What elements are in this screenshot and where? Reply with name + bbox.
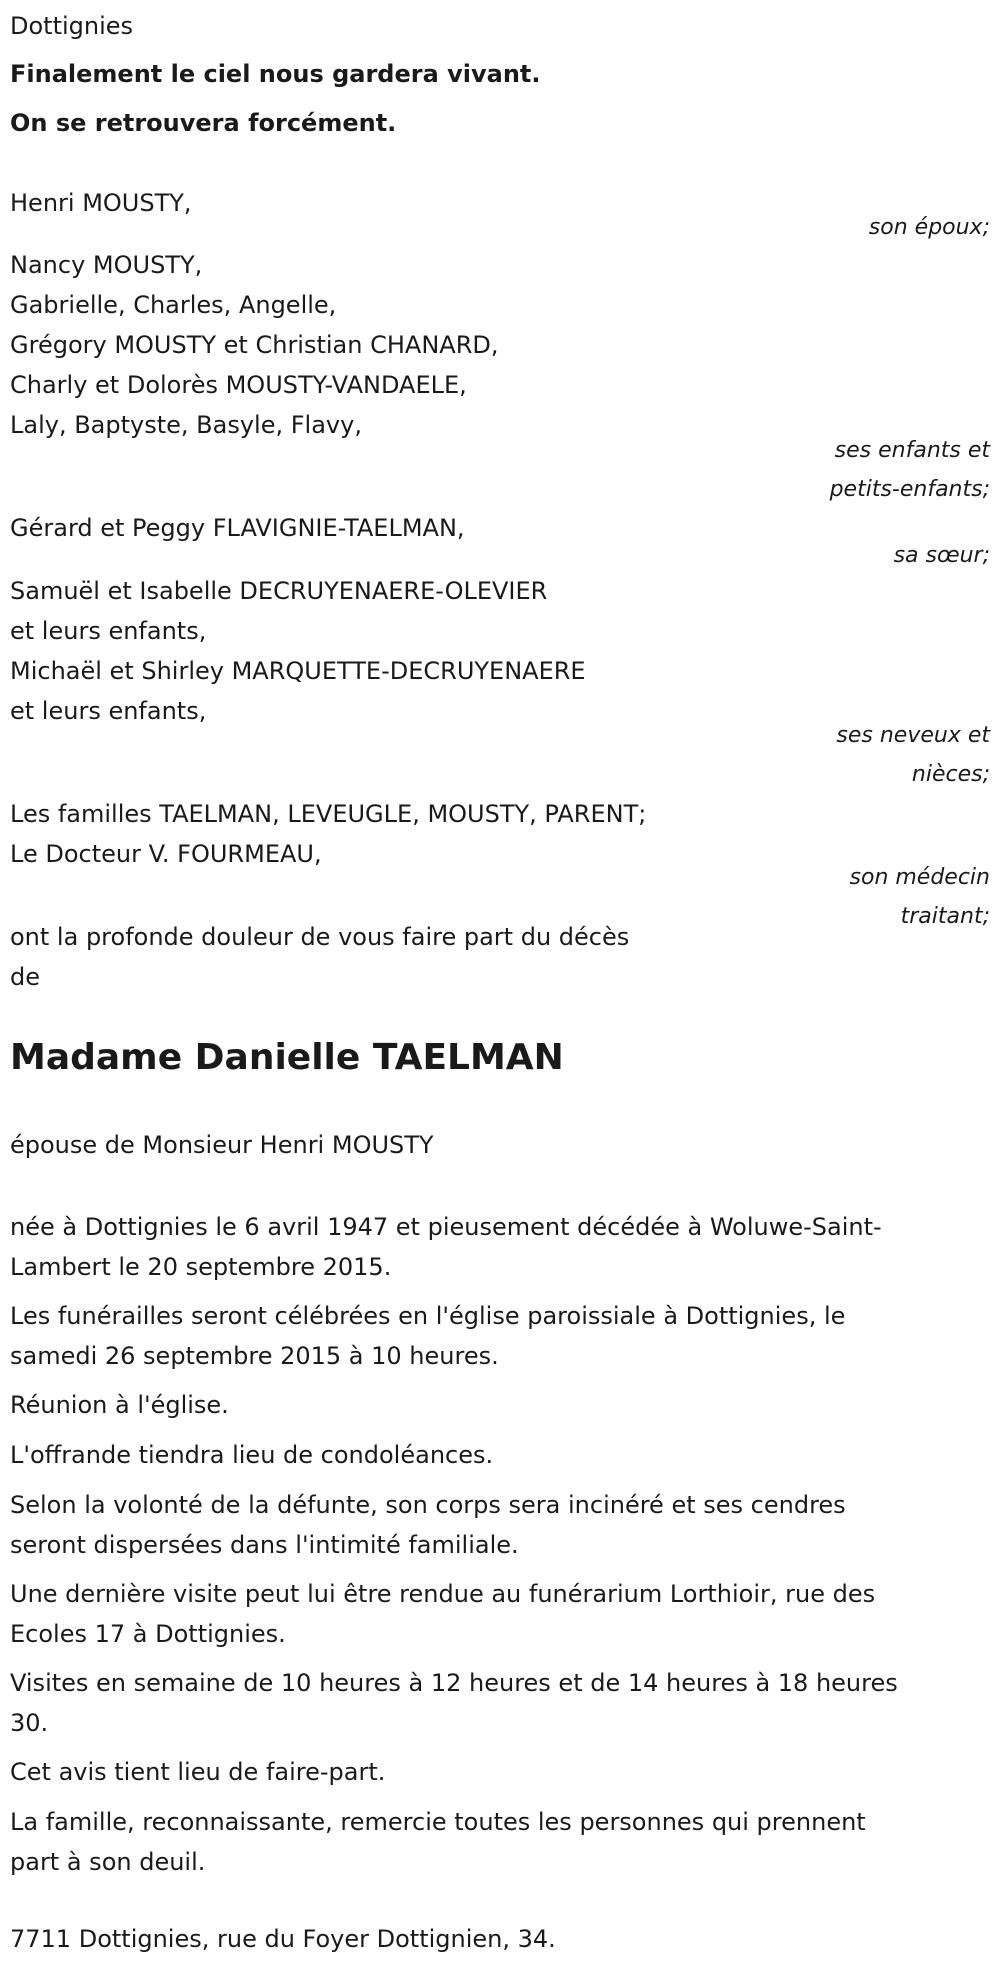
detail-line: seront dispersées dans l'intimité familiale. (10, 1531, 519, 1559)
family-line: Henri MOUSTY, (10, 189, 192, 217)
announcement-line: de (10, 963, 40, 991)
detail-line: Lambert le 20 septembre 2015. (10, 1253, 392, 1281)
detail-line: 30. (10, 1709, 49, 1737)
detail-line: samedi 26 septembre 2015 à 10 heures. (10, 1342, 499, 1370)
announcement-line: ont la profonde douleur de vous faire part du décès (10, 923, 630, 951)
family-line: Le Docteur V. FOURMEAU, (10, 840, 322, 868)
family-line: Gabrielle, Charles, Angelle, (10, 291, 337, 319)
family-line: Samuël et Isabelle DECRUYENAERE-OLEVIER (10, 577, 548, 605)
family-line: Grégory MOUSTY et Christian CHANARD, (10, 331, 499, 359)
detail-line: Une dernière visite peut lui être rendue au funérarium Lorthioir, rue des (10, 1580, 876, 1608)
city-heading: Dottignies (10, 12, 134, 40)
detail-line: née à Dottignies le 6 avril 1947 et pieusement décédée à Woluwe-Saint- (10, 1213, 882, 1241)
detail-line: Selon la volonté de la défunte, son corps sera incinéré et ses cendres (10, 1491, 846, 1519)
family-line: Laly, Baptyste, Basyle, Flavy, (10, 411, 362, 439)
family-line: Michaël et Shirley MARQUETTE-DECRUYENAERE (10, 657, 586, 685)
detail-line: Visites en semaine de 10 heures à 12 heures et de 14 heures à 18 heures (10, 1669, 898, 1697)
family-line: Charly et Dolorès MOUSTY-VANDAELE, (10, 371, 467, 399)
detail-line: Cet avis tient lieu de faire-part. (10, 1758, 386, 1786)
verse-line-1: Finalement le ciel nous gardera vivant. (10, 60, 541, 88)
address-line: 7711 Dottignies, rue du Foyer Dottignien, 34. (10, 1925, 556, 1953)
family-line: Les familles TAELMAN, LEVEUGLE, MOUSTY, PARENT; (10, 800, 647, 828)
relation-label-epoux: son époux; (868, 215, 990, 240)
spouse-line: épouse de Monsieur Henri MOUSTY (10, 1131, 434, 1159)
relation-label-medecin: son médecin traitant; (849, 865, 990, 929)
detail-line: La famille, reconnaissante, remercie toutes les personnes qui prennent (10, 1808, 866, 1836)
detail-line: Les funérailles seront célébrées en l'église paroissiale à Dottignies, le (10, 1302, 846, 1330)
detail-line: Ecoles 17 à Dottignies. (10, 1620, 286, 1648)
family-line: Gérard et Peggy FLAVIGNIE-TAELMAN, (10, 514, 465, 542)
verse-line-2: On se retrouvera forcément. (10, 109, 397, 137)
detail-line: Réunion à l'église. (10, 1391, 229, 1419)
family-line: Nancy MOUSTY, (10, 251, 203, 279)
detail-line: part à son deuil. (10, 1848, 206, 1876)
relation-label-enfants: ses enfants et petits-enfants; (829, 438, 990, 502)
relation-label-soeur: sa sœur; (893, 543, 990, 568)
relation-label-neveux: ses neveux et nièces; (836, 723, 990, 787)
detail-line: L'offrande tiendra lieu de condoléances. (10, 1441, 494, 1469)
deceased-name: Madame Danielle TAELMAN (10, 1037, 564, 1078)
family-line: et leurs enfants, (10, 697, 207, 725)
family-line: et leurs enfants, (10, 617, 207, 645)
